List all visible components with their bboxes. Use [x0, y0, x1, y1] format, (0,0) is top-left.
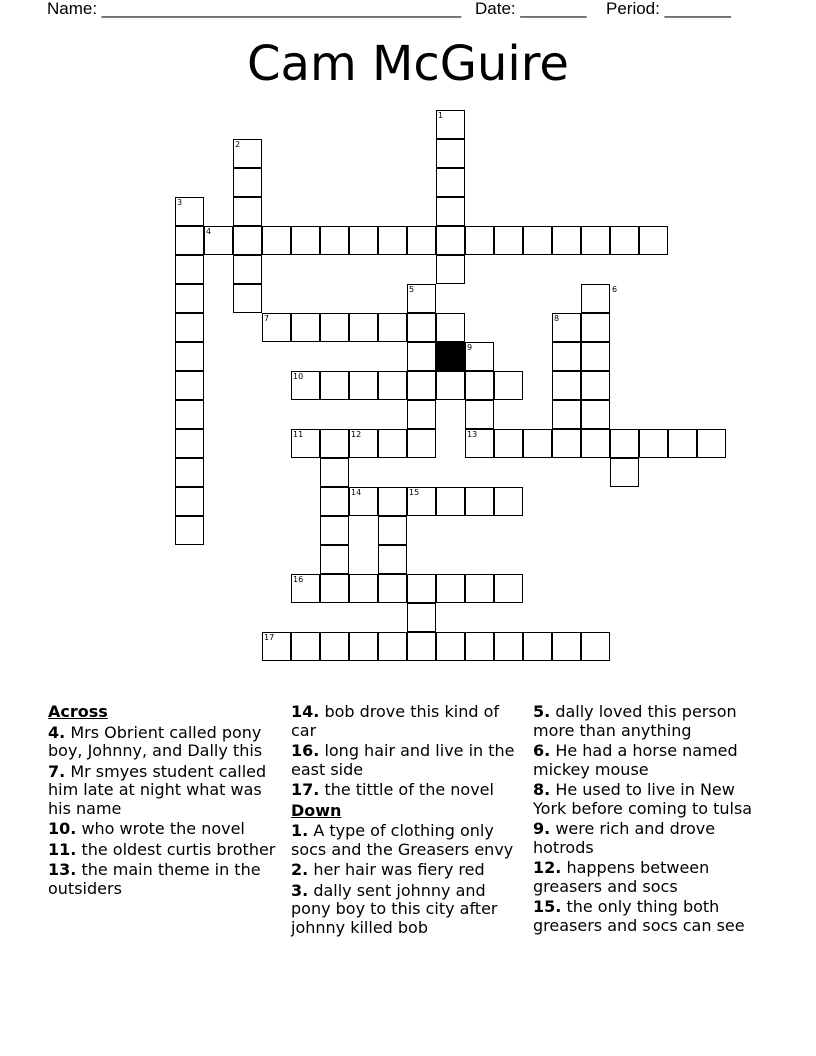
clue-down-1: 1. A type of clothing only socs and the Greasers envy — [291, 821, 514, 859]
grid-cell[interactable] — [320, 545, 349, 574]
clue-number-4: 4 — [206, 227, 212, 236]
grid-cell[interactable] — [175, 342, 204, 371]
clue-across-17: 17. the tittle of the novel — [291, 780, 494, 799]
grid-cell[interactable] — [320, 516, 349, 545]
grid-cell[interactable] — [175, 400, 204, 429]
grid-cell[interactable] — [552, 226, 581, 255]
grid-cell[interactable] — [552, 342, 581, 371]
grid-cell[interactable] — [320, 429, 349, 458]
grid-cell[interactable] — [291, 632, 320, 661]
grid-cell[interactable] — [581, 226, 610, 255]
page-title: Cam McGuire — [247, 36, 569, 92]
grid-cell[interactable] — [436, 632, 465, 661]
grid-cell[interactable] — [494, 371, 523, 400]
clues-column-1 — [48, 703, 286, 900]
period-field[interactable]: Period: _______ — [606, 0, 731, 18]
grid-cell[interactable] — [610, 226, 639, 255]
clue-number-2: 2 — [235, 140, 241, 149]
grid-cell[interactable] — [175, 226, 204, 255]
grid-cell[interactable] — [291, 226, 320, 255]
grid-cell[interactable] — [378, 313, 407, 342]
grid-cell[interactable] — [175, 313, 204, 342]
grid-cell[interactable] — [320, 458, 349, 487]
grid-cell[interactable] — [436, 313, 465, 342]
grid-cell[interactable] — [494, 429, 523, 458]
grid-cell[interactable] — [320, 226, 349, 255]
grid-cell[interactable] — [233, 168, 262, 197]
grid-cell[interactable] — [436, 574, 465, 603]
grid-cell[interactable] — [320, 313, 349, 342]
grid-cell[interactable] — [320, 574, 349, 603]
clue-number-12: 12 — [351, 430, 362, 439]
grid-cell[interactable] — [175, 255, 204, 284]
grid-cell[interactable] — [175, 429, 204, 458]
grid-cell[interactable] — [581, 632, 610, 661]
clue-number-5: 5 — [409, 285, 415, 294]
clue-number-10: 10 — [293, 372, 304, 381]
grid-cell[interactable] — [465, 400, 494, 429]
clue-down-12: 12. happens between greasers and socs — [533, 858, 710, 896]
grid-cell[interactable] — [436, 371, 465, 400]
clue-across-14: 14. bob drove this kind of car — [291, 702, 499, 740]
grid-cell[interactable] — [233, 226, 262, 255]
grid-cell[interactable] — [581, 284, 610, 313]
grid-cell[interactable] — [349, 226, 378, 255]
clue-across-13: 13. the main theme in the outsiders — [48, 860, 261, 898]
clue-across-10: 10. who wrote the novel — [48, 819, 245, 838]
grid-cell[interactable] — [552, 429, 581, 458]
grid-cell[interactable] — [436, 226, 465, 255]
grid-cell[interactable] — [407, 371, 436, 400]
clue-number-17: 17 — [264, 633, 275, 642]
grid-cell[interactable] — [581, 429, 610, 458]
grid-cell[interactable] — [378, 371, 407, 400]
grid-cell[interactable] — [407, 342, 436, 371]
grid-cell[interactable] — [697, 429, 726, 458]
grid-cell[interactable] — [668, 429, 697, 458]
clue-down-3: 3. dally sent johnny and pony boy to this city after johnny killed bob — [291, 880, 498, 937]
grid-cell[interactable] — [552, 400, 581, 429]
grid-cell[interactable] — [378, 545, 407, 574]
clue-number-16: 16 — [293, 575, 304, 584]
grid-cell[interactable] — [523, 429, 552, 458]
clue-across-4: 4. Mrs Obrient called pony boy, Johnny, and Dally this — [48, 722, 263, 760]
grid-cell[interactable] — [436, 197, 465, 226]
clue-down-6: 6. He had a horse named mickey mouse — [533, 741, 738, 779]
clue-number-14: 14 — [351, 488, 362, 497]
grid-cell[interactable] — [320, 632, 349, 661]
name-field[interactable]: Name: ______________________________________ — [47, 0, 462, 18]
grid-cell[interactable] — [581, 313, 610, 342]
grid-cell[interactable] — [349, 632, 378, 661]
grid-cell[interactable] — [378, 516, 407, 545]
grid-cell[interactable] — [378, 226, 407, 255]
grid-cell[interactable] — [407, 574, 436, 603]
clue-down-8: 8. He used to live in New York before coming to tulsa — [533, 780, 753, 818]
grid-cell[interactable] — [349, 313, 378, 342]
black-square — [436, 342, 465, 371]
grid-cell[interactable] — [378, 487, 407, 516]
grid-cell[interactable] — [465, 632, 494, 661]
clue-down-15: 15. the only thing both greasers and socs can see — [533, 897, 745, 935]
grid-cell[interactable] — [349, 371, 378, 400]
clue-across-16: 16. long hair and live in the east side — [291, 741, 515, 779]
grid-cell[interactable] — [465, 487, 494, 516]
grid-cell[interactable] — [407, 400, 436, 429]
clue-across-11: 11. the oldest curtis brother — [48, 839, 276, 859]
grid-cell[interactable] — [349, 574, 378, 603]
clues-column-3 — [533, 703, 771, 937]
grid-cell[interactable] — [233, 255, 262, 284]
grid-cell[interactable] — [610, 429, 639, 458]
grid-cell[interactable] — [320, 487, 349, 516]
grid-cell[interactable] — [581, 400, 610, 429]
grid-cell[interactable] — [639, 226, 668, 255]
clue-number-15: 15 — [409, 488, 420, 497]
clue-down-5: 5. dally loved this person more than anything — [533, 702, 737, 740]
grid-cell[interactable] — [407, 226, 436, 255]
grid-cell[interactable] — [523, 226, 552, 255]
grid-cell[interactable] — [175, 284, 204, 313]
grid-cell[interactable] — [465, 574, 494, 603]
grid-cell[interactable] — [494, 632, 523, 661]
grid-cell[interactable] — [523, 632, 552, 661]
grid-cell[interactable] — [436, 255, 465, 284]
grid-cell[interactable] — [581, 371, 610, 400]
grid-cell[interactable] — [639, 429, 668, 458]
grid-cell[interactable] — [233, 197, 262, 226]
grid-cell[interactable] — [465, 226, 494, 255]
clue-number-11: 11 — [293, 430, 304, 439]
down-heading: Down — [291, 800, 342, 820]
grid-cell[interactable] — [610, 458, 639, 487]
grid-cell[interactable] — [465, 371, 494, 400]
grid-cell[interactable] — [552, 371, 581, 400]
grid-cell[interactable] — [407, 603, 436, 632]
grid-cell[interactable] — [175, 458, 204, 487]
grid-cell[interactable] — [262, 226, 291, 255]
clue-number-13: 13 — [467, 430, 478, 439]
clues-column-2 — [291, 703, 529, 939]
clue-number-6: 6 — [612, 285, 618, 294]
grid-cell[interactable] — [436, 139, 465, 168]
grid-cell[interactable] — [378, 574, 407, 603]
across-heading: Across — [48, 702, 108, 721]
grid-cell[interactable] — [378, 429, 407, 458]
grid-cell[interactable] — [175, 371, 204, 400]
clue-number-9: 9 — [467, 343, 473, 352]
grid-cell[interactable] — [494, 487, 523, 516]
grid-cell[interactable] — [320, 371, 349, 400]
grid-cell[interactable] — [494, 574, 523, 603]
grid-cell[interactable] — [407, 632, 436, 661]
clue-number-1: 1 — [438, 111, 444, 120]
grid-cell[interactable] — [407, 429, 436, 458]
grid-cell[interactable] — [436, 168, 465, 197]
grid-cell[interactable] — [175, 487, 204, 516]
clue-across-7: 7. Mr smyes student called him late at night what was his name — [48, 761, 267, 818]
grid-cell[interactable] — [407, 313, 436, 342]
grid-cell[interactable] — [233, 284, 262, 313]
grid-cell[interactable] — [378, 632, 407, 661]
date-field[interactable]: Date: _______ — [475, 0, 587, 18]
grid-cell[interactable] — [581, 342, 610, 371]
clue-number-3: 3 — [177, 198, 183, 207]
grid-cell[interactable] — [291, 313, 320, 342]
grid-cell[interactable] — [175, 516, 204, 545]
grid-cell[interactable] — [494, 226, 523, 255]
grid-cell[interactable] — [552, 632, 581, 661]
clue-number-7: 7 — [264, 314, 270, 323]
clue-down-2: 2. her hair was fiery red — [291, 860, 485, 879]
clue-number-8: 8 — [554, 314, 560, 323]
grid-cell[interactable] — [436, 487, 465, 516]
clue-down-9: 9. were rich and drove hotrods — [533, 819, 716, 857]
